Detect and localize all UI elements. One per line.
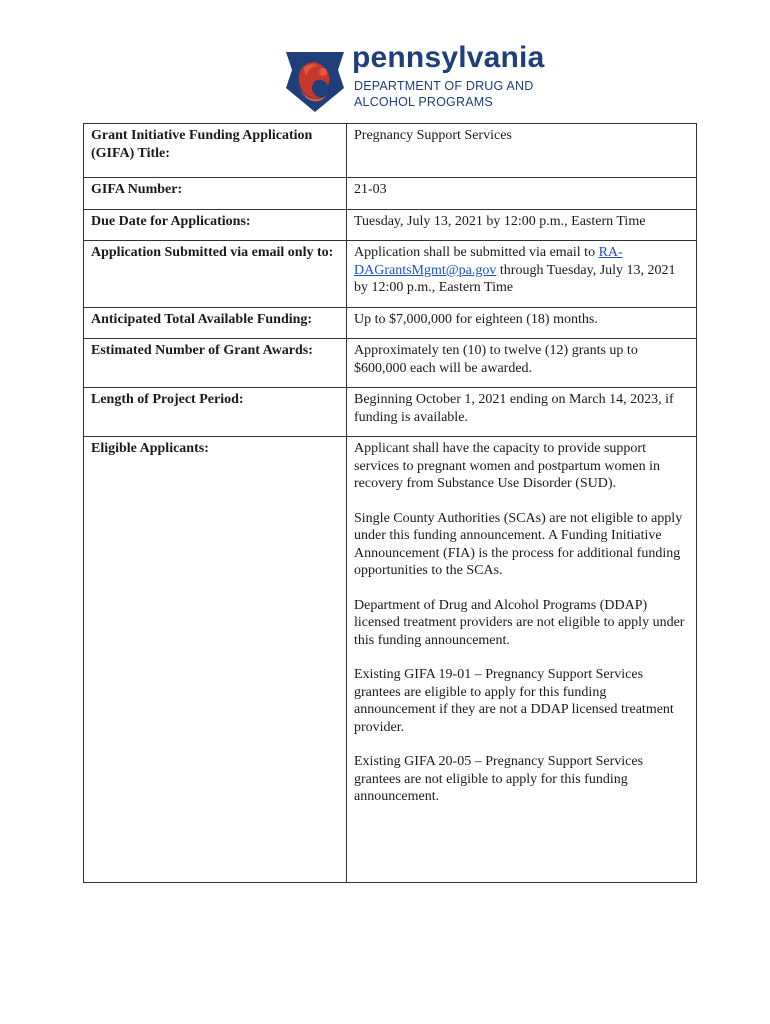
awards-label: Estimated Number of Grant Awards:: [84, 339, 347, 388]
eligible-paragraph: Applicant shall have the capacity to provide support services to pregnant women and postpartum women in recovery from Substance Use Disorder (SUD).: [354, 441, 660, 491]
table-row-period: [84, 388, 697, 437]
period-value: Beginning October 1, 2021 ending on March 14, 2023, if funding is available.: [347, 388, 697, 437]
table-row-awards: [84, 339, 697, 388]
keystone-phoenix-logo-icon: [282, 48, 348, 114]
funding-label: Anticipated Total Available Funding:: [84, 307, 347, 339]
brand-name: pennsylvania: [352, 41, 545, 74]
due-date-label: Due Date for Applications:: [84, 209, 347, 241]
eligible-paragraph: Existing GIFA 19-01 – Pregnancy Support Services grantees are eligible to apply for this funding announcement if they are not a DDAP licensed treatment provider.: [354, 667, 674, 735]
submission-text-post: through Tuesday, July 13, 2021 by 12:00 p.m., Eastern Time: [354, 262, 676, 295]
table-row-due-date: [84, 209, 697, 241]
gifa-number-label: GIFA Number:: [84, 178, 347, 210]
title-value: Pregnancy Support Services: [347, 124, 697, 178]
table-row-number: [84, 178, 697, 210]
department-header: [282, 41, 582, 116]
table-row-submission: [84, 241, 697, 308]
period-label: Length of Project Period:: [84, 388, 347, 437]
funding-value: Up to $7,000,000 for eighteen (18) months.: [347, 307, 697, 339]
due-date-value: Tuesday, July 13, 2021 by 12:00 p.m., Eastern Time: [347, 209, 697, 241]
submission-value: [347, 241, 697, 308]
eligible-paragraph: Department of Drug and Alcohol Programs (DDAP) licensed treatment providers are not eligible to apply under this funding announcement.: [354, 597, 685, 648]
table-row-funding: [84, 307, 697, 339]
eligible-paragraph: Existing GIFA 20-05 – Pregnancy Support Services grantees are not eligible to apply for this funding announcement.: [354, 754, 644, 804]
eligible-paragraph: Single County Authorities (SCAs) are not eligible to apply under this funding announcement. A Funding Initiative Announcement (FIA) is the process for additional funding opportunities to the SCAs.: [354, 510, 683, 578]
submission-text-pre: Application shall be submitted via email to: [354, 245, 596, 260]
eligible-value: [347, 437, 697, 883]
gifa-number-value: 21-03: [347, 178, 697, 210]
table-row-title: [84, 124, 697, 178]
department-line-1: DEPARTMENT OF DRUG AND: [354, 79, 534, 93]
table-row-eligible: [84, 437, 697, 883]
department-line-2: ALCOHOL PROGRAMS: [354, 95, 493, 109]
awards-value: Approximately ten (10) to twelve (12) grants up to $600,000 each will be awarded.: [347, 339, 697, 388]
submission-label: Application Submitted via email only to:: [84, 241, 347, 308]
eligible-label: Eligible Applicants:: [84, 437, 347, 883]
title-label: Grant Initiative Funding Application (GIFA) Title:: [84, 124, 347, 178]
submission-email-link[interactable]: RA-DAGrantsMgmt@pa.gov: [354, 245, 623, 278]
gifa-info-table: [83, 123, 697, 883]
